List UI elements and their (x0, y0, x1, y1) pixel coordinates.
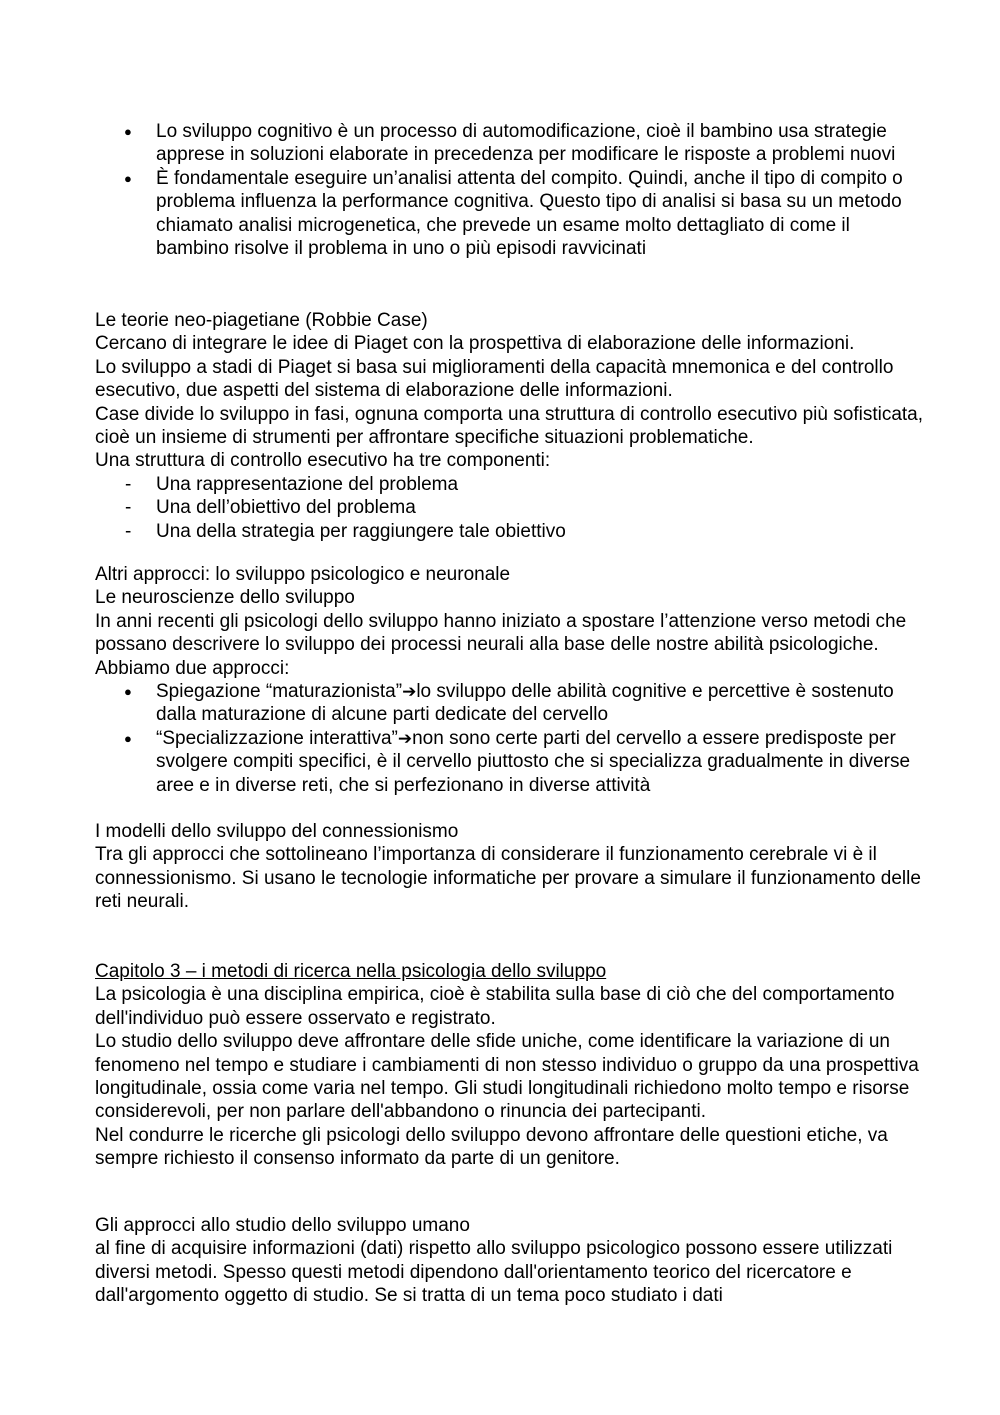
bullet-icon: ● (124, 684, 132, 700)
section-heading: Gli approcci allo studio dello sviluppo umano (95, 1215, 470, 1236)
dash-icon: - (125, 497, 132, 519)
list-item (95, 120, 925, 167)
paragraph: La psicologia è una disciplina empirica, cioè è stabilita sulla base di ciò che del comportamento dell'individuo può essere osservato e registrato. (95, 984, 895, 1029)
paragraph: In anni recenti gli psicologi dello sviluppo hanno iniziato a spostare l’attenzione verso metodi che possano descrivere lo sviluppo dei processi neurali alla base delle nostre abilità psicologiche. Abbiamo due approcci: (95, 610, 907, 679)
section-approcci-studio (95, 1214, 925, 1308)
bullet-text: È fondamentale eseguire un’analisi attenta del compito. Quindi, anche il tipo di compito o problema influenza la performance cognitiva. Questo tipo di analisi si basa su un metodo chiamato analisi microgenetica, che prevede un esame molto dettagliato di come il bambino risolve il problema in uno o più episodi ravvicinati (156, 167, 903, 260)
bullet-text: non sono certe parti del cervello a essere predisposte per svolgere compiti specifici, è il cervello piuttosto che si specializza gradualmente in diverse aree e in diverse reti, che si perfezionano in diverse attività (156, 727, 911, 796)
bullet-term: “Specializzazione interattiva” (156, 727, 398, 749)
paragraph: Cercano di integrare le idee di Piaget con la prospettiva di elaborazione delle informazioni. (95, 333, 855, 355)
list-item (95, 496, 925, 519)
list-item (95, 680, 925, 727)
list-item-text: Una della strategia per raggiungere tale obiettivo (156, 520, 566, 542)
arrow-right-icon: ➔ (397, 728, 413, 748)
section-heading: Le teorie neo-piagetiane (Robbie Case) (95, 310, 428, 331)
bullet-icon: ● (124, 124, 132, 139)
section-neo-piagetiane (95, 309, 925, 543)
paragraph: Case divide lo sviluppo in fasi, ognuna comporta una struttura di controllo esecutivo più sofisticata, cioè un insieme di strumenti per affrontare specifiche situazioni problematiche. (95, 403, 924, 449)
list-item (95, 167, 925, 261)
dash-icon: - (125, 473, 132, 495)
bullet-text: lo sviluppo delle abilità cognitive e percettive è sostenuto dalla maturazione di alcune parti dedicate del cervello (156, 681, 894, 726)
paragraph: Lo studio dello sviluppo deve affrontare delle sfide uniche, come identificare la variazione di un fenomeno nel tempo e studiare i cambiamenti di non stesso individuo o gruppo da una prospettiva longitudinale, ossia come varia nel tempo. Gli studi longitudinali richiedono molto tempo e risorse considerevoli, per non parlare dell'abbandono o rinuncia dei partecipanti. (95, 1031, 919, 1123)
arrow-right-icon: ➔ (402, 682, 417, 702)
section-heading: Altri approcci: lo sviluppo psicologico e neuronale (95, 564, 511, 585)
list-item-text: Una dell’obiettivo del problema (156, 497, 416, 519)
bullet-icon: ● (124, 730, 132, 746)
paragraph: Tra gli approcci che sottolineano l’importanza di considerare il funzionamento cerebrale vi è il connessionismo. Si usano le tecnologie informatiche per provare a simulare il funzionamento delle reti neurali. (95, 844, 921, 913)
paragraph: Nel condurre le ricerche gli psicologi dello sviluppo devono affrontare delle questioni etiche, va sempre richiesto il consenso informato da parte di un genitore. (95, 1124, 888, 1170)
paragraph: Una struttura di controllo esecutivo ha tre componenti: (95, 450, 551, 472)
list-item-text: Una rappresentazione del problema (156, 473, 459, 495)
list-item (95, 520, 925, 543)
chapter-heading: Capitolo 3 – i metodi di ricerca nella psicologia dello sviluppo (95, 961, 607, 982)
paragraph: Lo sviluppo a stadi di Piaget si basa sui miglioramenti della capacità mnemonica e del controllo esecutivo, due aspetti del sistema di elaborazione delle informazioni. (95, 356, 894, 402)
dash-list (95, 473, 925, 543)
list-item (95, 727, 925, 797)
bullet-term: Spiegazione “maturazionista” (156, 681, 403, 703)
paragraph: al fine di acquisire informazioni (dati) rispetto allo sviluppo psicologico possono essere utilizzati diversi metodi. Spesso questi metodi dipendono dall'orientamento teorico del ricercatore e dall'argomento oggetto di studio. Se si tratta di un tema poco studiato i dati (95, 1238, 893, 1307)
subsection-heading: Le neuroscienze dello sviluppo (95, 587, 355, 609)
section-heading: I modelli dello sviluppo del connessionismo (95, 821, 459, 842)
bullet-icon: ● (124, 170, 132, 186)
section-connessionismo (95, 820, 925, 914)
bullet-text: Lo sviluppo cognitivo è un processo di automodificazione, cioè il bambino usa strategie apprese in soluzioni elaborate in precedenza per modificare le risposte a problemi nuovi (156, 121, 896, 166)
list-item (95, 473, 925, 496)
dash-icon: - (125, 520, 132, 542)
section1-bullets (95, 120, 925, 260)
section-altri-approcci (95, 563, 925, 797)
section-capitolo-3 (95, 960, 925, 1171)
